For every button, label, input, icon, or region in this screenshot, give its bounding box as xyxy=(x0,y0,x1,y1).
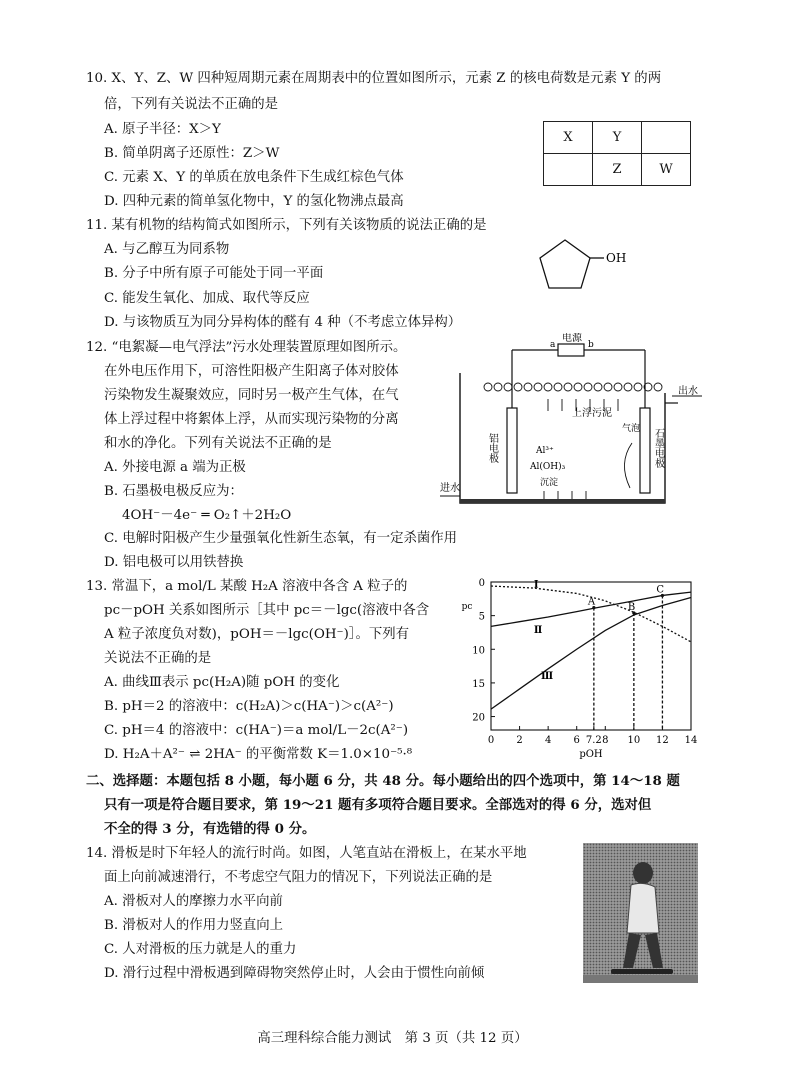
x-axis-label: pOH xyxy=(579,749,603,760)
al-oh-label: Al(OH)₃ xyxy=(530,462,566,472)
q10-option-c: C. 元素 X、Y 的单质在放电条件下生成红棕色气体 xyxy=(104,170,404,185)
q10-stem-line-1: 10. X、Y、Z、W 四种短周期元素在周期表中的位置如图所示，元素 Z 的核电荷数是元素 Y 的两 xyxy=(86,71,662,86)
q13-option-d: D. H₂A＋A²⁻ ⇌ 2HA⁻ 的平衡常数 K＝1.0×10⁻⁵·⁸ xyxy=(104,747,413,762)
cell-z: Z xyxy=(593,154,642,186)
x-tick-label-5: 8 xyxy=(602,735,609,746)
x-tick-label-7: 12 xyxy=(656,735,669,746)
graphite-electrode xyxy=(640,408,650,493)
q13-stem-line-1: 13. 常温下，a mol/L 某酸 H₂A 溶液中各含 A 粒子的 xyxy=(86,579,408,594)
point-label-0: A xyxy=(587,596,596,608)
gas-label: 气泡 xyxy=(622,424,641,434)
series-label-1: Ⅱ xyxy=(533,625,543,637)
cell-x: X xyxy=(544,122,593,154)
section2-line-1: 二、选择题：本题包括 8 小题，每小题 6 分，共 48 分。每小题给出的四个选项中，第 14～18 题 xyxy=(86,773,680,789)
q11-option-b: B. 分子中所有原子可能处于同一平面 xyxy=(104,266,324,281)
cell-y: Y xyxy=(593,122,642,154)
q14-option-d: D. 滑行过程中滑板遇到障碍物突然停止时，人会由于惯性向前倾 xyxy=(104,966,485,981)
q12-option-c: C. 电解时阳极产生少量强氧化性新生态氧，有一定杀菌作用 xyxy=(104,531,458,546)
q13-option-a: A. 曲线Ⅲ表示 pc(H₂A)随 pOH 的变化 xyxy=(104,675,340,690)
al-ion-label: Al³⁺ xyxy=(536,446,554,456)
q13-stem-line-4: 关说法不正确的是 xyxy=(104,651,212,666)
power-label: 电源 xyxy=(562,333,582,344)
q12-option-d: D. 铝电极可以用铁替换 xyxy=(104,555,244,570)
cell-w: W xyxy=(642,154,691,186)
x-tick-label-4: 7.2 xyxy=(585,735,602,746)
terminal-a: a xyxy=(550,340,556,350)
aluminum-electrode xyxy=(507,408,517,493)
q12-option-a: A. 外接电源 a 端为正极 xyxy=(104,460,246,475)
q11-option-c: C. 能发生氧化、加成、取代等反应 xyxy=(104,291,310,306)
q14-option-b: B. 滑板对人的作用力竖直向上 xyxy=(104,918,284,933)
terminal-b: b xyxy=(588,340,594,350)
series-line-2 xyxy=(491,597,691,709)
oh-label: OH xyxy=(606,251,627,265)
q12-option-b: B. 石墨极电极反应为： xyxy=(104,484,243,499)
q10-option-a: A. 原子半径：X＞Y xyxy=(104,122,221,137)
q13-stem-line-3: A 粒子浓度负对数)，pOH＝－lgc(OH⁻)］。下列有 xyxy=(104,627,410,642)
q12-equation: 4OH⁻－4e⁻ ═ O₂↑＋2H₂O xyxy=(122,508,292,523)
sediment-label: 沉淀 xyxy=(540,478,559,488)
y-tick-label-3: 15 xyxy=(472,678,485,690)
q10-option-b: B. 简单阴离子还原性：Z＞W xyxy=(104,146,280,161)
x-tick-label-0: 0 xyxy=(487,735,495,746)
cyclopentanol-structure xyxy=(530,230,640,300)
y-tick-label-4: 20 xyxy=(472,712,485,724)
al-electrode-label: 铝电极 xyxy=(486,433,498,463)
q13-stem-line-2: pc－pOH 关系如图所示［其中 pc＝－lgc(溶液中各含 xyxy=(104,603,430,618)
q10-option-d: D. 四种元素的简单氢化物中，Y 的氢化物沸点最高 xyxy=(104,194,404,209)
pc-poh-chart xyxy=(455,570,705,780)
floating-sludge xyxy=(484,383,662,391)
q13-option-c: C. pH＝4 的溶液中：c(HA⁻)＝a mol/L－2c(A²⁻) xyxy=(104,723,409,738)
float-label: 上浮污泥 xyxy=(572,408,612,419)
q12-stem-line-5: 和水的净化。下列有关说法不正确的是 xyxy=(104,436,332,451)
section2-line-3: 不全的得 3 分，有选错的得 0 分。 xyxy=(104,821,316,837)
electrocoagulation-diagram xyxy=(440,333,710,513)
point-label-2: C xyxy=(656,584,665,596)
inlet-label: 进水 xyxy=(440,483,460,494)
q11-option-d: D. 与该物质互为同分异构体的醛有 4 种（不考虑立体异构） xyxy=(104,315,462,330)
x-tick-label-6: 10 xyxy=(627,735,641,746)
x-tick-label-3: 6 xyxy=(573,735,580,746)
x-tick-label-1: 2 xyxy=(516,735,523,746)
series-label-0: Ⅰ xyxy=(533,579,539,591)
y-tick-label-1: 5 xyxy=(478,611,485,623)
periodic-table-fragment xyxy=(543,121,691,186)
q12-stem-line-3: 污染物发生凝聚效应，同时另一极产生气体，在气 xyxy=(104,388,399,403)
q14-option-c: C. 人对滑板的压力就是人的重力 xyxy=(104,942,297,957)
q12-stem-line-2: 在外电压作用下，可溶性阳极产生阳离子体对胶体 xyxy=(104,364,399,379)
q10-stem-line-2: 倍，下列有关说法不正确的是 xyxy=(104,97,279,112)
cell-empty-1 xyxy=(642,122,691,154)
q12-stem-line-4: 体上浮过程中将絮体上浮，从而实现污染物的分离 xyxy=(104,412,399,427)
point-label-1: B xyxy=(627,601,636,613)
cell-empty-2 xyxy=(544,154,593,186)
page-footer: 高三理科综合能力测试 第 3 页（共 12 页） xyxy=(257,1031,528,1046)
q11-option-a: A. 与乙醇互为同系物 xyxy=(104,242,230,257)
y-tick-label-0: 0 xyxy=(478,578,485,589)
section2-line-2: 只有一项是符合题目要求，第 19～21 题有多项符合题目要求。全部选对的得 6 分，选对但 xyxy=(104,797,652,813)
y-axis-label: pc xyxy=(461,601,473,612)
graphite-electrode-label: 石墨电极 xyxy=(652,428,664,468)
q13-option-b: B. pH＝2 的溶液中：c(H₂A)＞c(HA⁻)＞c(A²⁻) xyxy=(104,699,394,714)
outlet-label: 出水 xyxy=(678,386,698,397)
q14-option-a: A. 滑板对人的摩擦力水平向前 xyxy=(104,894,283,909)
skateboard-photo xyxy=(583,843,698,983)
q12-stem-line-1: 12. “电絮凝—电气浮法”污水处理装置原理如图所示。 xyxy=(86,340,407,355)
tank-bottom xyxy=(460,499,665,503)
q14-stem-line-1: 14. 滑板是时下年轻人的流行时尚。如图，人笔直站在滑板上，在某水平地 xyxy=(86,846,527,861)
q11-stem: 11. 某有机物的结构简式如图所示，下列有关该物质的说法正确的是 xyxy=(86,218,487,233)
x-tick-label-8: 14 xyxy=(684,735,698,746)
y-tick-label-2: 10 xyxy=(472,645,485,657)
x-tick-label-2: 4 xyxy=(544,735,552,746)
q14-stem-line-2: 面上向前减速滑行，不考虑空气阻力的情况下，下列说法正确的是 xyxy=(104,870,493,885)
series-label-2: Ⅲ xyxy=(541,670,554,682)
power-supply-icon xyxy=(558,344,584,356)
